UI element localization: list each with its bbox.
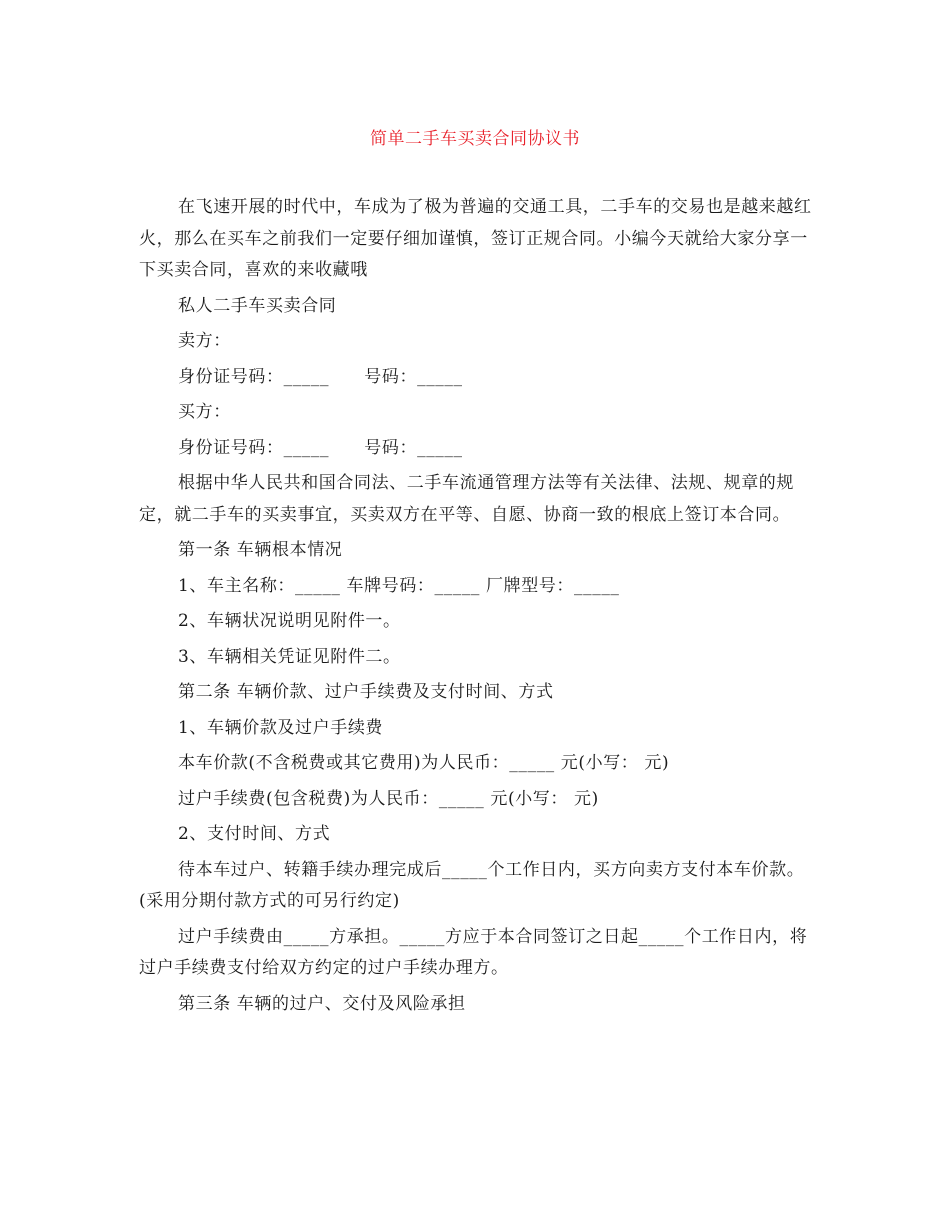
article-1-item-3: 3、车辆相关凭证见附件二。 (178, 646, 401, 667)
seller-id-line: 身份证号码：_____ 号码：_____ (178, 366, 463, 387)
article-1-item-1: 1、车主名称：_____ 车牌号码：_____ 厂牌型号：_____ (178, 575, 620, 596)
vehicle-price-line: 本车价款(不含税费或其它费用)为人民币：_____ 元(小写： 元) (178, 753, 670, 773)
buyer-label: 买方： (178, 402, 231, 422)
transfer-fee-line: 过户手续费(包含税费)为人民币：_____ 元(小写： 元) (178, 788, 599, 809)
contract-heading: 私人二手车买卖合同 (178, 295, 337, 316)
seller-label: 卖方： (178, 331, 231, 351)
document-title: 简单二手车买卖合同协议书 (370, 129, 580, 149)
document-body (139, 192, 819, 1024)
payment-time-paragraph: 待本车过户、转籍手续办理完成后_____个工作日内，买方向卖方支付本车价款。(采用分期付款方式的可另行约定) (139, 859, 805, 911)
intro-paragraph: 在飞速开展的时代中，车成为了极为普遍的交通工具，二手车的交易也是越来越红火，那么在买车之前我们一定要仔细加谨慎，签订正规合同。小编今天就给大家分享一下买卖合同，喜欢的来收藏哦 (139, 197, 812, 280)
article-1-heading: 第一条 车辆根本情况 (178, 540, 343, 560)
article-2-item-2: 2、支付时间、方式 (178, 824, 331, 844)
article-2-item-1: 1、车辆价款及过户手续费 (178, 717, 384, 738)
transfer-fee-bearer-paragraph: 过户手续费由_____方承担。_____方应于本合同签订之日起_____个工作日内，将过户手续费支付给双方约定的过户手续办理方。 (139, 926, 808, 978)
article-2-heading: 第二条 车辆价款、过户手续费及支付时间、方式 (178, 682, 554, 702)
article-1-item-2: 2、车辆状况说明见附件一。 (178, 611, 401, 631)
article-3-heading: 第三条 车辆的过户、交付及风险承担 (178, 993, 466, 1014)
buyer-id-line: 身份证号码：_____ 号码：_____ (178, 437, 463, 458)
legal-basis-paragraph: 根据中华人民共和国合同法、二手车流通管理方法等有关法律、法规、规章的规定，就二手车的买卖事宜，买卖双方在平等、自愿、协商一致的根底上签订本合同。 (139, 473, 794, 525)
